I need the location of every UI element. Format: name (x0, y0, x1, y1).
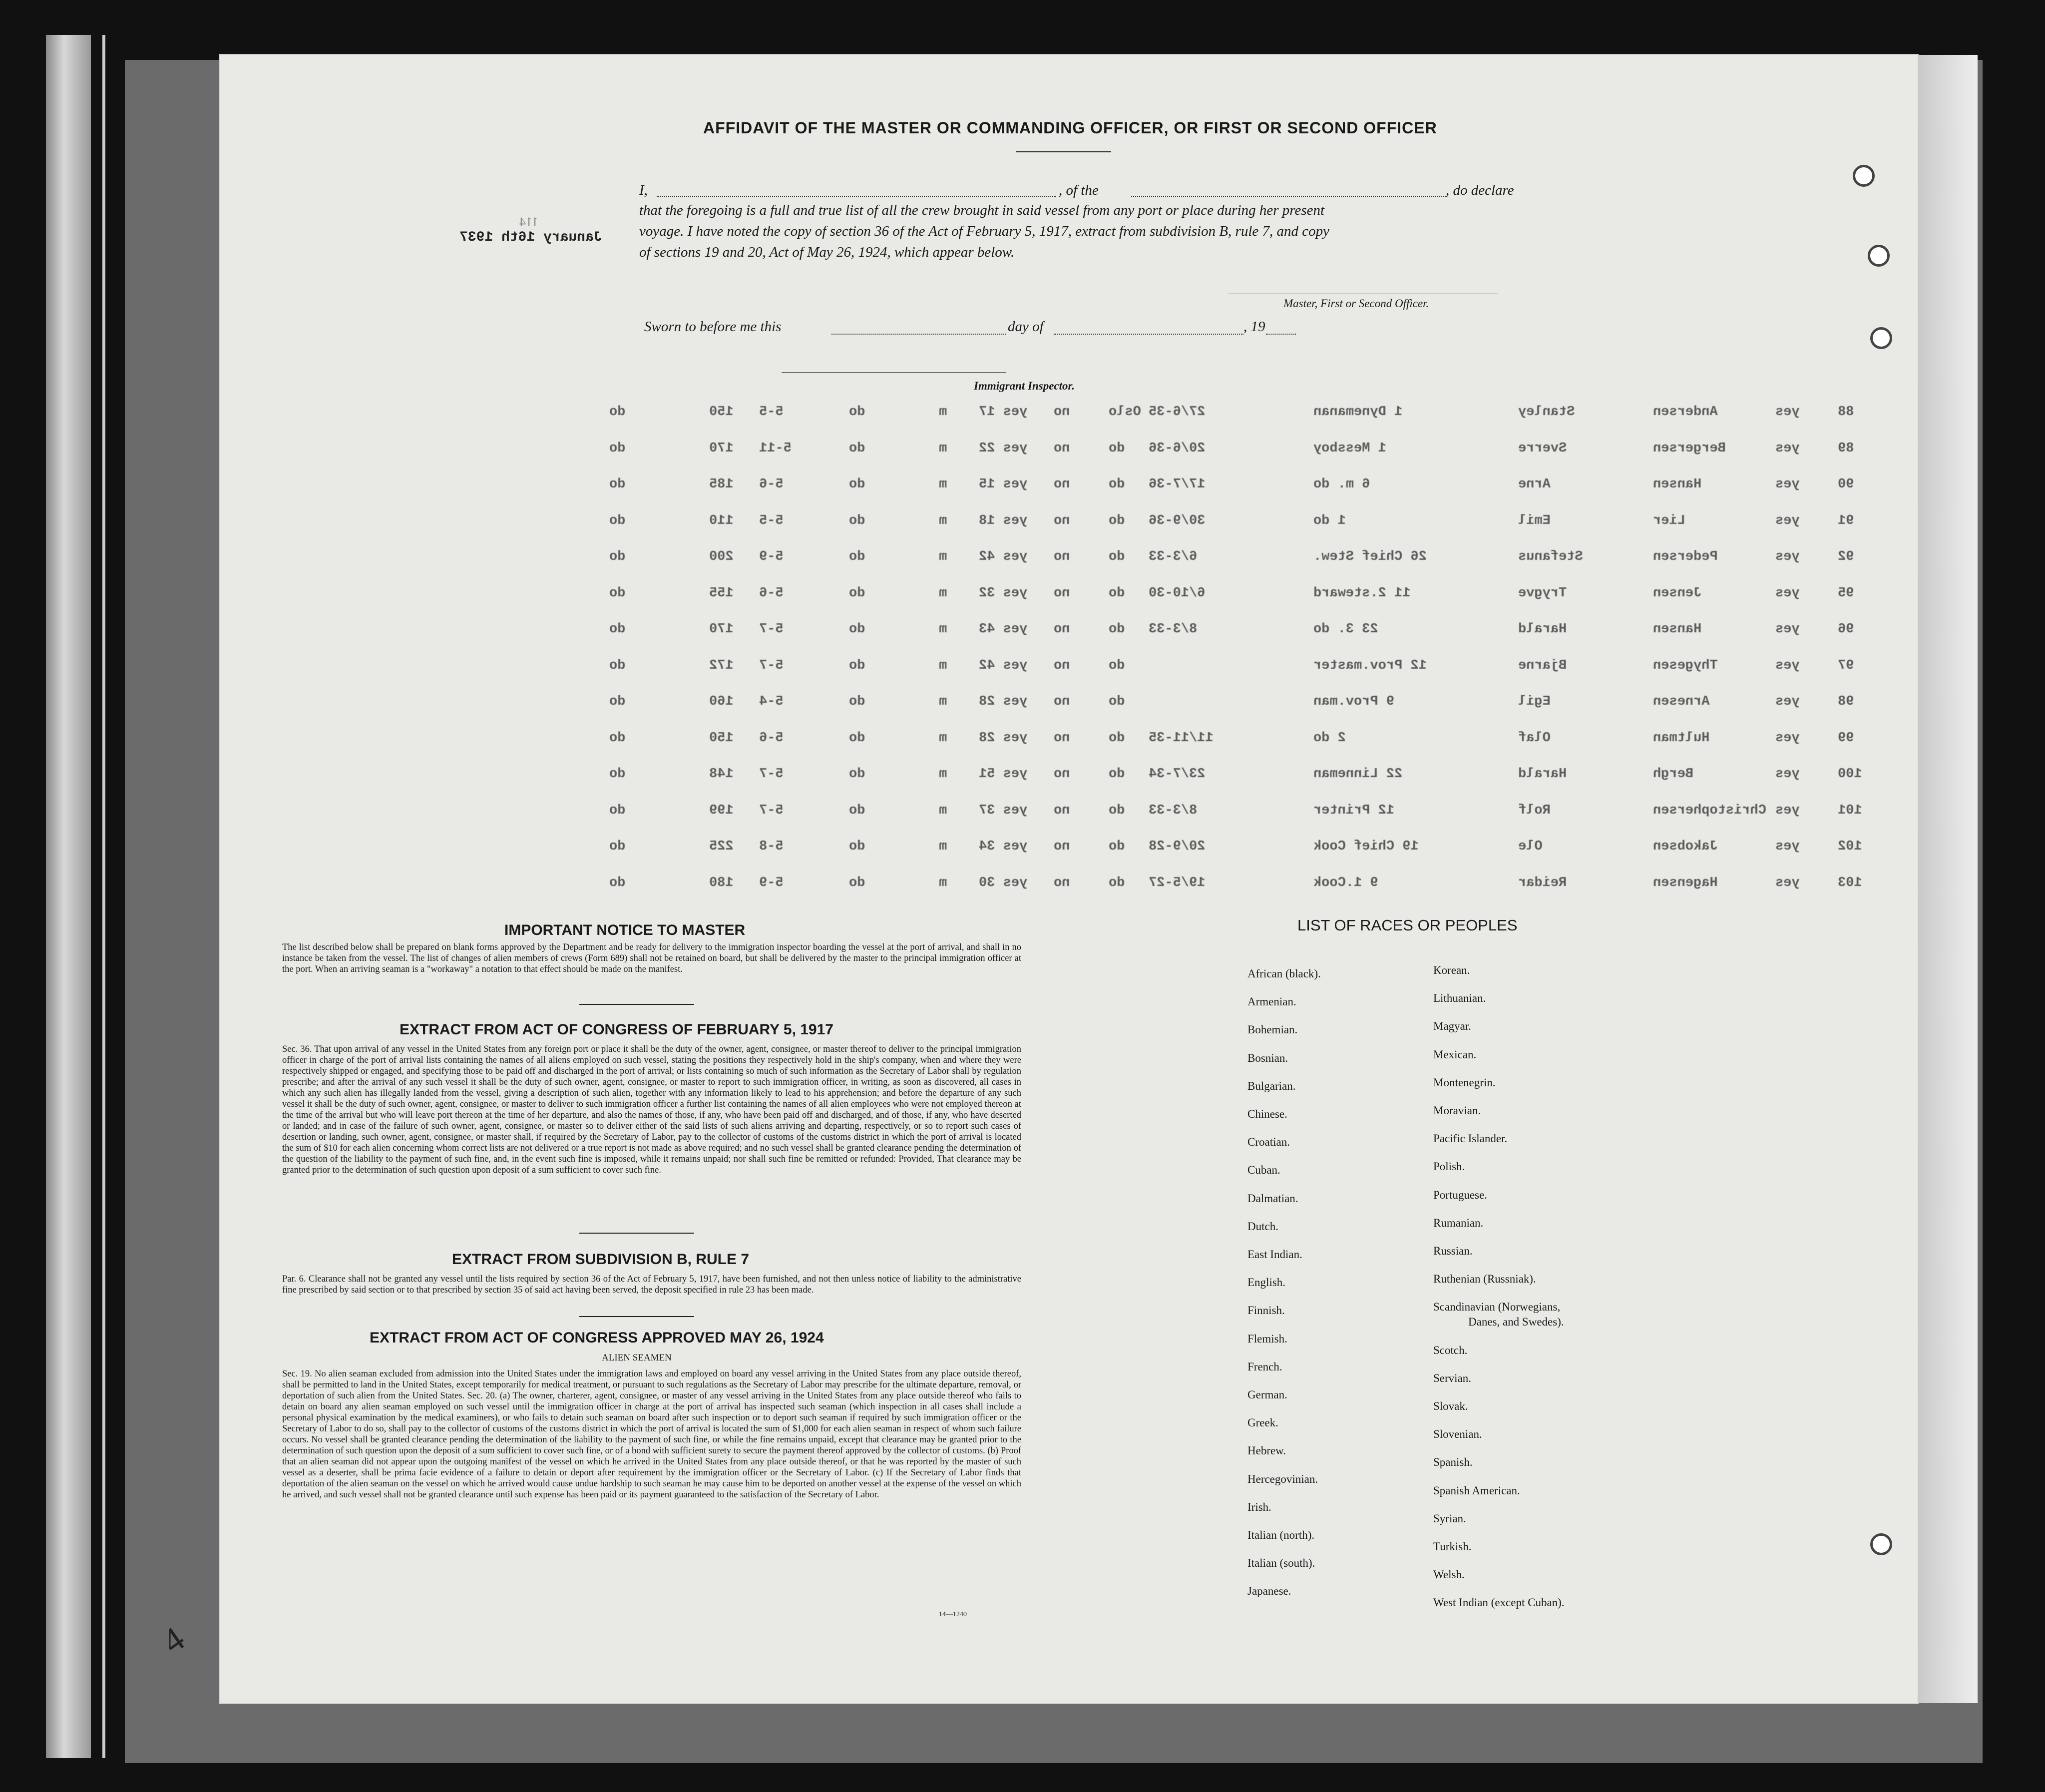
crew-bleed-cell: 96 (1838, 622, 1854, 637)
extract1-text: Sec. 36. That upon arrival of any vessel in the United States from any foreign port or place it shall be the duty of the owner, agent, consignee, or master thereof to deliver to the principal immigration officer in charge of the port of arrival lists containing the names of all aliens employed on such vessel, stating the positions they respectively hold in the ship's company, when and where they were respectively shipped or engaged, and specifying those to be paid off and discharged in the port of arrival; or lists containing so much of such information as the Secretary of Labor shall by regulation prescribe; and after the arrival of any such vessel it shall be the duty of such owner, agent, consignee, or master to report to such immigration officer, in writing, as soon as discovered, all cases in which any such alien has illegally landed from the vessel, giving a description of such alien, together with any information likely to lead to his apprehension; and before the departure of any such vessel it shall be the duty of such owner, agent, consignee, or master to deliver to such immigration officer a further list containing the names of all alien employees who were not employed thereon at the time of the arrival but who will leave port thereon at the time of her departure, and also the names of those, if any, who have been paid off and discharged, and of those, if any, who have deserted or landed; and in case of the failure of such owner, agent, consignee, or master so to deliver either of the said lists of such aliens arriving and departing, respectively, or so to report such cases of desertion or landing, such owner, agent, consignee, or master shall, if required by the Secretary of Labor, pay to the collector of customs of the customs district in which the port of arrival is located the sum of $10 for each alien concerning whom correct lists are not delivered or a true report is not made as above required; and no such vessel shall be granted clearance pending the determination of the question of the liability to the payment of such fine, and, in the event such fine is imposed, while it remains unpaid; nor shall such fine be remitted or refunded: Provided, That clearance may be granted prior to the determination of such question upon deposit of a sum sufficient to cover such fine. (282, 1044, 1021, 1175)
race-item: Syrian. (1433, 1512, 1466, 1525)
crew-bleed-cell: yes 28 (979, 730, 1028, 746)
crew-bleed-cell: 5-5 (759, 405, 784, 420)
race-item: Flemish. (1247, 1332, 1287, 1345)
crew-bleed-cell: 160 (709, 694, 734, 709)
crew-bleed-cell: 5-6 (759, 477, 784, 492)
crew-bleed-cell: 6/10-30 (1149, 585, 1206, 601)
crew-bleed-cell: 155 (709, 585, 734, 601)
race-item: Bohemian. (1247, 1023, 1298, 1036)
crew-bleed-cell: 5-9 (759, 549, 784, 564)
form-number: 14—1240 (939, 1611, 967, 1618)
crew-bleed-cell: yes (1775, 803, 1800, 818)
crew-bleed-cell: do (849, 658, 865, 673)
crew-bleed-cell: m (939, 513, 947, 528)
crew-bleed-cell: 88 (1838, 405, 1854, 420)
crew-bleed-cell: do (849, 513, 865, 528)
race-item: Ruthenian (Russniak). (1433, 1273, 1536, 1286)
punch-hole (1853, 165, 1875, 187)
crew-bleed-cell: 148 (709, 767, 734, 782)
crew-bleed-cell: Lier (1653, 513, 1685, 528)
race-item: English. (1247, 1276, 1286, 1289)
affidavit-line2: that the foregoing is a full and true list of all the crew brought in said vessel from any port or place during her present (639, 202, 1325, 218)
crew-bleed-cell: do (609, 622, 626, 637)
race-item: African (black). (1247, 967, 1321, 980)
crew-bleed-cell: 1 Dynemanan (1313, 405, 1403, 420)
crew-bleed-cell: do (1109, 839, 1125, 854)
crew-bleed-cell: 150 (709, 405, 734, 420)
crew-bleed-cell: 5-7 (759, 803, 784, 818)
crew-bleed-cell: 5-7 (759, 622, 784, 637)
crew-bleed-cell: no (1054, 513, 1070, 528)
crew-bleed-cell: do (1109, 694, 1125, 709)
crew-bleed-cell: 102 (1838, 839, 1862, 854)
crew-bleed-cell: do (849, 549, 865, 564)
crew-bleed-cell: do (1109, 441, 1125, 456)
crew-bleed-cell: yes 32 (979, 585, 1028, 601)
race-item: Japanese. (1247, 1585, 1291, 1598)
crew-bleed-cell: m (939, 694, 947, 709)
race-item: Magyar. (1433, 1020, 1472, 1033)
crew-bleed-cell: no (1054, 694, 1070, 709)
race-item: Danes, and Swedes). (1468, 1316, 1564, 1329)
crew-bleed-cell: do (609, 477, 626, 492)
crew-bleed-cell: yes 34 (979, 839, 1028, 854)
crew-bleed-cell: no (1054, 803, 1070, 818)
affidavit-line4: of sections 19 and 20, Act of May 26, 1924, which appear below. (639, 244, 1015, 260)
crew-bleed-cell: do (609, 658, 626, 673)
master-caption: Master, First or Second Officer. (1283, 297, 1429, 310)
crew-bleed-cell: m (939, 875, 947, 891)
crew-bleed-cell: do (849, 477, 865, 492)
crew-bleed-cell: 5-6 (759, 585, 784, 601)
crew-bleed-cell: no (1054, 549, 1070, 564)
sworn-label: Sworn to before me this (644, 319, 782, 335)
crew-bleed-cell: Jakobsen (1653, 839, 1718, 854)
crew-bleed-cell: yes (1775, 658, 1800, 673)
crew-bleed-cell: Bjarne (1518, 658, 1567, 673)
affidavit-of-the: , of the (1059, 182, 1099, 198)
crew-bleed-cell: no (1054, 875, 1070, 891)
crew-bleed-cell: 172 (709, 658, 734, 673)
crew-bleed-cell: 90 (1838, 477, 1854, 492)
crew-bleed-cell: do (609, 694, 626, 709)
crew-bleed-cell: Pedersen (1653, 549, 1718, 564)
crew-bleed-cell: m (939, 839, 947, 854)
race-item: Finnish. (1247, 1304, 1285, 1317)
crew-bleed-cell: yes 30 (979, 875, 1028, 891)
crew-bleed-cell: Arnesen (1653, 694, 1710, 709)
crew-bleed-cell: m (939, 622, 947, 637)
year-label: , 19 (1243, 319, 1265, 335)
crew-bleed-cell: yes 15 (979, 477, 1028, 492)
crew-bleed-cell: do (609, 839, 626, 854)
crew-bleed-cell: no (1054, 585, 1070, 601)
race-item: Irish. (1247, 1500, 1271, 1513)
race-item: Montenegrin. (1433, 1076, 1496, 1089)
crew-bleed-cell: yes (1775, 730, 1800, 746)
important-notice-title: IMPORTANT NOTICE TO MASTER (504, 922, 746, 938)
race-item: Croatian. (1247, 1136, 1290, 1149)
crew-bleed-cell: 5-8 (759, 839, 784, 854)
crew-bleed-cell: 5-11 (759, 441, 792, 456)
alien-seamen-heading: ALIEN SEAMEN (602, 1352, 672, 1363)
crew-bleed-cell: do (609, 585, 626, 601)
crew-bleed-cell: yes 18 (979, 513, 1028, 528)
crew-bleed-cell: 12 Printer (1313, 803, 1395, 818)
crew-bleed-cell: no (1054, 658, 1070, 673)
crew-bleed-cell: m (939, 658, 947, 673)
crew-bleed-cell: do (1109, 658, 1125, 673)
crew-bleed-cell: Hagensen (1653, 875, 1718, 891)
crew-bleed-cell: do (609, 803, 626, 818)
crew-bleed-cell: no (1054, 622, 1070, 637)
crew-bleed-cell: Andersen (1653, 405, 1718, 420)
race-item: Servian. (1433, 1371, 1472, 1384)
crew-bleed-cell: Ole (1518, 839, 1543, 854)
crew-bleed-cell: do (849, 767, 865, 782)
crew-bleed-cell: do (1109, 585, 1125, 601)
crew-bleed-cell: do (849, 875, 865, 891)
race-item: Lithuanian. (1433, 992, 1486, 1005)
crew-bleed-cell: 9 Prov.man (1313, 694, 1395, 709)
crew-bleed-cell: m (939, 803, 947, 818)
race-item: Slovak. (1433, 1400, 1468, 1412)
race-item: Mexican. (1433, 1048, 1477, 1061)
crew-bleed-cell: 170 (709, 441, 734, 456)
crew-bleed-cell: yes (1775, 875, 1800, 891)
crew-bleed-cell: 23/7-34 (1149, 767, 1206, 782)
crew-bleed-cell: Emil (1518, 513, 1551, 528)
crew-bleed-cell: 2 do (1313, 730, 1346, 746)
crew-bleed-cell: do (1109, 875, 1125, 891)
page-edge (1918, 55, 1978, 1703)
crew-bleed-cell: 20/6-36 (1149, 441, 1206, 456)
crew-bleed-cell: Hansen (1653, 622, 1702, 637)
crew-bleed-cell: Bergh (1653, 767, 1694, 782)
race-item: Korean. (1433, 964, 1470, 976)
crew-bleed-cell: do (609, 875, 626, 891)
crew-bleed-cell: 11/11-35 (1149, 730, 1214, 746)
race-item: Hercegovinian. (1247, 1472, 1318, 1485)
crew-bleed-cell: 11 2.steward (1313, 585, 1411, 601)
race-item: Dutch. (1247, 1220, 1278, 1233)
crew-bleed-cell: no (1054, 839, 1070, 854)
crew-bleed-cell: 92 (1838, 549, 1854, 564)
crew-bleed-cell: yes 51 (979, 767, 1028, 782)
race-item: Cuban. (1247, 1164, 1280, 1177)
affidavit-title: AFFIDAVIT OF THE MASTER OR COMMANDING OFFICER, OR FIRST OR SECOND OFFICER (703, 119, 1437, 137)
crew-bleed-cell: Sverre (1518, 441, 1567, 456)
crew-bleed-cell: yes (1775, 441, 1800, 456)
crew-bleed-cell: 100 (1838, 767, 1862, 782)
crew-bleed-cell: Hultman (1653, 730, 1710, 746)
crew-bleed-cell: do (849, 839, 865, 854)
crew-bleed-cell: Trygve (1518, 585, 1567, 601)
race-item: Spanish American. (1433, 1484, 1520, 1497)
crew-bleed-cell: Egil (1518, 694, 1551, 709)
binder-strip (46, 35, 91, 1758)
crew-bleed-cell: m (939, 585, 947, 601)
inspector-caption: Immigrant Inspector. (974, 380, 1075, 392)
punch-hole (1870, 327, 1892, 349)
affidavit-line3: voyage. I have noted the copy of section 36 of the Act of February 5, 1917, extract from subdivision B, rule 7, and copy (639, 223, 1330, 239)
crew-bleed-cell: yes 42 (979, 658, 1028, 673)
crew-bleed-cell: 110 (709, 513, 734, 528)
race-item: Moravian. (1433, 1104, 1481, 1117)
race-item: East Indian. (1247, 1248, 1302, 1261)
affidavit-i: I, (639, 182, 648, 198)
crew-bleed-cell: 1 Messboy (1313, 441, 1386, 456)
race-item: Dalmatian. (1247, 1192, 1298, 1205)
crew-bleed-cell: 170 (709, 622, 734, 637)
race-item: Turkish. (1433, 1540, 1472, 1553)
crew-bleed-cell: yes (1775, 622, 1800, 637)
race-item: Greek. (1247, 1416, 1278, 1429)
race-item: Hebrew. (1247, 1444, 1286, 1457)
crew-bleed-cell: Stanley (1518, 405, 1575, 420)
crew-bleed-cell: do (1109, 730, 1125, 746)
crew-bleed-cell: Olaf (1518, 730, 1551, 746)
race-item: Rumanian. (1433, 1216, 1484, 1229)
race-item: West Indian (except Cuban). (1433, 1596, 1565, 1609)
crew-bleed-cell: yes 28 (979, 694, 1028, 709)
crew-bleed-cell: no (1054, 767, 1070, 782)
crew-bleed-cell: yes (1775, 477, 1800, 492)
crew-bleed-cell: 17/7-36 (1149, 477, 1206, 492)
corner-mark: 4 (155, 1620, 192, 1662)
crew-bleed-cell: do (849, 730, 865, 746)
crew-bleed-cell: Arne (1518, 477, 1551, 492)
crew-bleed-cell: Stefanus (1518, 549, 1583, 564)
page-mark: 114 (519, 215, 539, 229)
crew-bleed-cell: 97 (1838, 658, 1854, 673)
race-item: Armenian. (1247, 995, 1296, 1008)
crew-bleed-cell: yes 17 (979, 405, 1028, 420)
extract3-title: EXTRACT FROM ACT OF CONGRESS APPROVED MAY 26, 1924 (370, 1330, 824, 1346)
crew-bleed-cell: do (1109, 622, 1125, 637)
crew-bleed-cell: 8/3-33 (1149, 803, 1198, 818)
race-item: Slovenian. (1433, 1428, 1482, 1441)
crew-bleed-cell: do (849, 622, 865, 637)
crew-bleed-cell: Hansen (1653, 477, 1702, 492)
crew-bleed-cell: do (849, 441, 865, 456)
race-item: Chinese. (1247, 1108, 1287, 1120)
crew-bleed-cell: do (849, 585, 865, 601)
crew-bleed-cell: 5-5 (759, 513, 784, 528)
race-item: Bulgarian. (1247, 1079, 1296, 1092)
crew-bleed-cell: 180 (709, 875, 734, 891)
crew-bleed-cell: 23 3. do (1313, 622, 1378, 637)
crew-bleed-cell: yes (1775, 585, 1800, 601)
crew-bleed-cell: 19/5-27 (1149, 875, 1206, 891)
crew-bleed-cell: yes (1775, 405, 1800, 420)
crew-bleed-cell: 1 do (1313, 513, 1346, 528)
crew-bleed-cell: no (1054, 477, 1070, 492)
crew-bleed-cell: 103 (1838, 875, 1862, 891)
crew-bleed-cell: m (939, 441, 947, 456)
race-item: French. (1247, 1360, 1282, 1373)
crew-bleed-cell: 27/6-35 (1149, 405, 1206, 420)
crew-bleed-cell: 225 (709, 839, 734, 854)
crew-bleed-cell: 98 (1838, 694, 1854, 709)
date-stamp: January 16th 1937 (459, 230, 602, 245)
crew-bleed-cell: 6 m. do (1313, 477, 1370, 492)
crew-bleed-cell: Bergersen (1653, 441, 1726, 456)
crew-bleed-cell: do (609, 549, 626, 564)
crew-bleed-cell: 5-4 (759, 694, 784, 709)
race-item: Russian. (1433, 1245, 1473, 1257)
crew-bleed-cell: 185 (709, 477, 734, 492)
crew-bleed-cell: do (609, 767, 626, 782)
crew-bleed-cell: do (609, 441, 626, 456)
crew-bleed-cell: Christophersen (1653, 803, 1766, 818)
crew-bleed-cell: 101 (1838, 803, 1862, 818)
crew-bleed-cell: m (939, 730, 947, 746)
crew-bleed-cell: 30/9-36 (1149, 513, 1206, 528)
crew-bleed-cell: 199 (709, 803, 734, 818)
crew-bleed-cell: yes 43 (979, 622, 1028, 637)
crew-bleed-cell: do (1109, 477, 1125, 492)
crew-bleed-cell: do (849, 694, 865, 709)
crew-bleed-cell: no (1054, 730, 1070, 746)
crew-bleed-cell: do (1109, 767, 1125, 782)
crew-bleed-cell: no (1054, 441, 1070, 456)
crew-bleed-cell: 150 (709, 730, 734, 746)
crew-bleed-cell: 20/9-28 (1149, 839, 1206, 854)
extract2-title: EXTRACT FROM SUBDIVISION B, RULE 7 (452, 1251, 750, 1268)
race-item: Pacific Islander. (1433, 1132, 1508, 1145)
crew-bleed-cell: 6/3-33 (1149, 549, 1198, 564)
crew-bleed-cell: m (939, 477, 947, 492)
extract3-text: Sec. 19. No alien seaman excluded from admission into the United States under the immigration laws and employed on board any vessel arriving in the United States from any place outside thereof, shall be permitted to land in the United States, except temporarily for medical treatment, or pursuant to such regulations as the Secretary of Labor may prescribe for the ultimate departure, removal, or deportation of such alien from the United States. Sec. 20. (a) The owner, charterer, agent, consignee, or master of any vessel arriving in the United States from any place outside thereof who fails to detain on board any alien seaman employed on such vessel until the immigration officer in charge at the port of arrival has inspected such seaman (which inspection in all cases shall include a personal physical examination by the medical examiners), or who fails to detain such seaman on board after such inspection or to deport such seaman if required by such immigration officer or the Secretary of Labor to do so, shall pay to the collector of customs of the customs district in which the port of arrival is located the sum of $1,000 for each alien seaman in respect of whom such failure occurs. No vessel shall be granted clearance pending the determination of the liability to the payment of such fine, or while the fine remains unpaid, except that clearance may be granted prior to the determination of such question upon the deposit of a sum sufficient to cover such fine, or of a bond with sufficient surety to secure the payment thereof approved by the collector of customs. (b) Proof that an alien seaman did not appear upon the outgoing manifest of the vessel on which he arrived in the United States from any place outside thereof, or that he was reported by the master of such vessel as a deserter, shall be prima facie evidence of a failure to detain or deport after requirement by the immigration officer or the Secretary of Labor. (c) If the Secretary of Labor finds that deportation of the alien seaman on the vessel on which he arrived would cause undue hardship to such seaman he may cause him to be deported on another vessel at the expense of the vessel on which he arrived, and such vessel shall not be granted clearance until such expense has been paid or its payment guaranteed to the satisfaction of the Secretary of Labor. (282, 1369, 1021, 1500)
crew-bleed-cell: Harald (1518, 767, 1567, 782)
extract1-title: EXTRACT FROM ACT OF CONGRESS OF FEBRUARY 5, 1917 (400, 1021, 833, 1038)
crew-bleed-cell: 200 (709, 549, 734, 564)
crew-bleed-cell: yes (1775, 513, 1800, 528)
binder-edge (102, 35, 105, 1758)
crew-bleed-cell: 5-7 (759, 767, 784, 782)
crew-bleed-cell: 9 1.Cook (1313, 875, 1378, 891)
crew-bleed-cell: Jensen (1653, 585, 1702, 601)
crew-bleed-cell: Thygesen (1653, 658, 1718, 673)
crew-bleed-cell: m (939, 767, 947, 782)
race-item: Polish. (1433, 1160, 1465, 1173)
crew-bleed-cell: 99 (1838, 730, 1854, 746)
crew-bleed-cell: yes 42 (979, 549, 1028, 564)
race-item: Italian (south). (1247, 1557, 1315, 1570)
race-item: Scandinavian (Norwegians, (1433, 1301, 1561, 1314)
extract2-text: Par. 6. Clearance shall not be granted any vessel until the lists required by section 36 of the Act of February 5, 1917, have been furnished, and not then unless notice of liability to the administrative fine prescribed by said section or to that prescribed by section 35 of said act having been served, the deposit specified in rule 23 has been made. (282, 1274, 1021, 1295)
crew-bleed-cell: Reidar (1518, 875, 1567, 891)
race-item: Scotch. (1433, 1344, 1468, 1356)
races-title: LIST OF RACES OR PEOPLES (1297, 916, 1518, 934)
crew-bleed-cell: 5-6 (759, 730, 784, 746)
crew-bleed-cell: yes 22 (979, 441, 1028, 456)
crew-bleed-cell: m (939, 405, 947, 420)
crew-bleed-cell: m (939, 549, 947, 564)
race-item: Portuguese. (1433, 1188, 1487, 1201)
day-of-label: day of (1008, 319, 1044, 335)
crew-bleed-cell: do (849, 803, 865, 818)
crew-bleed-cell: 8/3-33 (1149, 622, 1198, 637)
punch-hole (1870, 1533, 1892, 1555)
crew-bleed-cell: Harald (1518, 622, 1567, 637)
crew-bleed-cell: 89 (1838, 441, 1854, 456)
race-item: German. (1247, 1388, 1287, 1401)
crew-bleed-cell: yes 37 (979, 803, 1028, 818)
race-item: Bosnian. (1247, 1051, 1288, 1064)
crew-bleed-cell: do (1109, 513, 1125, 528)
crew-bleed-cell: do (609, 730, 626, 746)
crew-bleed-cell: yes (1775, 549, 1800, 564)
crew-bleed-cell: do (849, 405, 865, 420)
crew-bleed-cell: no (1054, 405, 1070, 420)
crew-bleed-cell: 91 (1838, 513, 1854, 528)
crew-bleed-cell: yes (1775, 694, 1800, 709)
important-notice-text: The list described below shall be prepared on blank forms approved by the Department and be ready for delivery to the immigration inspector boarding the vessel at the port of arrival, and shall in no instance be taken from the vessel. The list of changes of alien members of crews (Form 689) shall not be retained on board, but shall be delivered by the master to the principal immigration officer at the port. When an arriving seaman is a "workaway" a notation to that effect should be made on the manifest. (282, 942, 1021, 974)
crew-bleed-cell: 95 (1838, 585, 1854, 601)
crew-bleed-cell: do (609, 513, 626, 528)
race-item: Welsh. (1433, 1568, 1465, 1581)
crew-bleed-cell: 26 Chief Stew. (1313, 549, 1427, 564)
crew-bleed-cell: do (1109, 803, 1125, 818)
crew-bleed-cell: 5-9 (759, 875, 784, 891)
crew-bleed-cell: do (1109, 549, 1125, 564)
crew-bleed-cell: 12 Prov.master (1313, 658, 1427, 673)
crew-bleed-cell: Oslo (1109, 405, 1141, 420)
crew-bleed-cell: 22 Linneman (1313, 767, 1403, 782)
crew-bleed-cell: yes (1775, 767, 1800, 782)
crew-bleed-cell: yes (1775, 839, 1800, 854)
crew-bleed-cell: 19 Chief Cook (1313, 839, 1419, 854)
race-item: Italian (north). (1247, 1529, 1315, 1541)
crew-bleed-cell: do (609, 405, 626, 420)
crew-bleed-cell: Rolf (1518, 803, 1551, 818)
crew-bleed-cell: 5-7 (759, 658, 784, 673)
race-item: Spanish. (1433, 1456, 1473, 1469)
punch-hole (1868, 245, 1890, 267)
affidavit-do-declare: , do declare (1446, 182, 1514, 198)
